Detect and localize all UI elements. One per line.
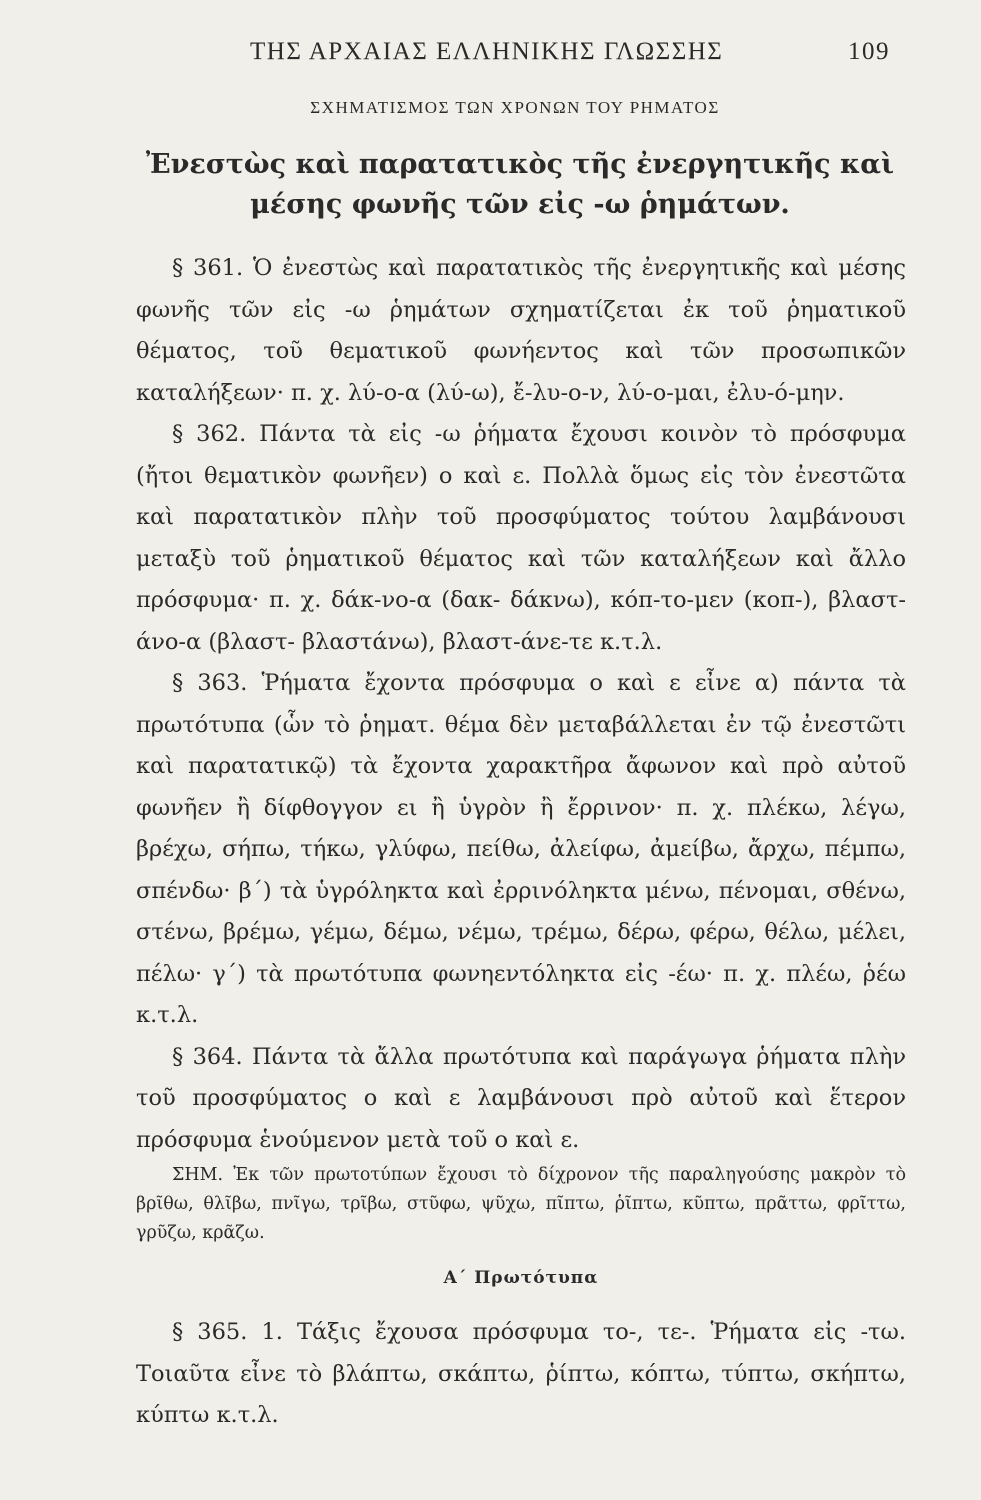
section-title: Ἐνεστὼς καὶ παρατατικὸς τῆς ἐνεργητικῆς καὶ μέσης φωνῆς τῶν εἰς -ω ῥημάτων.: [145, 149, 895, 220]
page-number: 109: [848, 38, 890, 65]
running-title: ΤΗΣ ΑΡΧΑΙΑΣ ΕΛΛΗΝΙΚΗΣ ΓΛΩΣΣΗΣ: [250, 38, 724, 65]
paragraph-362: § 362. Πάντα τὰ εἰς -ω ῥήματα ἔχουσι κοινὸν τὸ πρόσφυμα (ἤτοι θεματικὸν φωνῆεν) ο καὶ ε. Πολλὰ ὅμως εἰς τὸν ἐνεστῶτα καὶ παρατατικὸν πλὴν τοῦ προσφύματος τούτου λαμβάνουσι μεταξὺ τοῦ ῥηματικοῦ θέματος καὶ τῶν καταλήξεων καὶ ἄλλο πρόσφυμα· π. χ. δάκ-νο-α (δακ- δάκνω), κόπ-το-μεν (κοπ-), βλαστ-άνο-α (βλαστ- βλαστάνω), βλαστ-άνε-τε κ.τ.λ.: [136, 421, 906, 655]
subsection-heading: Α΄ Πρωτότυπα: [443, 1268, 599, 1288]
paragraph-365: § 365. 1. Τάξις ἔχουσα πρόσφυμα το-, τε-. Ῥήματα εἰς -τω. Τοιαῦτα εἶνε τὸ βλάπτω, σκάπτω, ῥίπτω, κόπτω, τύπτω, σκήπτω, κύπτω κ.τ.λ.: [136, 1319, 906, 1428]
note-paragraph: ΣΗΜ. Ἐκ τῶν πρωτοτύπων ἔχουσι τὸ δίχρονον τῆς παραληγούσης μακρὸν τὸ βρῖθω, θλῖβω, πνῖγω, τρῖβω, στῦφω, ψῦχω, πῖπτω, ῥῖπτω, κῦπτω, πρᾶττω, φρῖττω, γρῦζω, κρᾶζω.: [136, 1165, 906, 1243]
chapter-subheading: ΣΧΗΜΑΤΙΣΜΟΣ ΤΩΝ ΧΡΟΝΩΝ ΤΟΥ ΡΗΜΑΤΟΣ: [310, 98, 720, 117]
paragraph-363: § 363. Ῥήματα ἔχοντα πρόσφυμα ο καὶ ε εἶνε α) πάντα τὰ πρωτότυπα (ὧν τὸ ῥηματ. θέμα δὲν μεταβάλλεται ἐν τῷ ἐνεστῶτι καὶ παρατατικῷ) τὰ ἔχοντα χαρακτῆρα ἄφωνον καὶ πρὸ αὐτοῦ φωνῆεν ἢ δίφθογγον ει ἢ ὑγρὸν ἢ ἔρρινον· π. χ. πλέκω, λέγω, βρέχω, σήπω, τήκω, γλύφω, πείθω, ἀλείφω, ἀμείβω, ἄρχω, πέμπω, σπένδω· β΄) τὰ ὑγρόληκτα καὶ ἐρρινόληκτα μένω, πένομαι, σθένω, στένω, βρέμω, γέμω, δέμω, νέμω, τρέμω, δέρω, φέρω, θέλω, μέλει, πέλω· γ΄) τὰ πρωτότυπα φωνηεντόληκτα εἰς -έω· π. χ. πλέω, ῥέω κ.τ.λ.: [136, 670, 906, 1028]
paragraph-361: § 361. Ὁ ἐνεστὼς καὶ παρατατικὸς τῆς ἐνεργητικῆς καὶ μέσης φωνῆς τῶν εἰς -ω ῥημάτων σχηματίζεται ἐκ τοῦ ῥηματικοῦ θέματος, τοῦ θεματικοῦ φωνήεντος καὶ τῶν προσωπικῶν καταλήξεων· π. χ. λύ-ο-α (λύ-ω), ἔ-λυ-ο-ν, λύ-ο-μαι, ἐλυ-ό-μην.: [136, 255, 906, 406]
paragraph-364: § 364. Πάντα τὰ ἄλλα πρωτότυπα καὶ παράγωγα ῥήματα πλὴν τοῦ προσφύματος ο καὶ ε λαμβάνουσι πρὸ αὐτοῦ καὶ ἕτερον πρόσφυμα ἑνούμενον μετὰ τοῦ ο καὶ ε.: [136, 1043, 906, 1153]
body-text: [136, 248, 906, 1437]
